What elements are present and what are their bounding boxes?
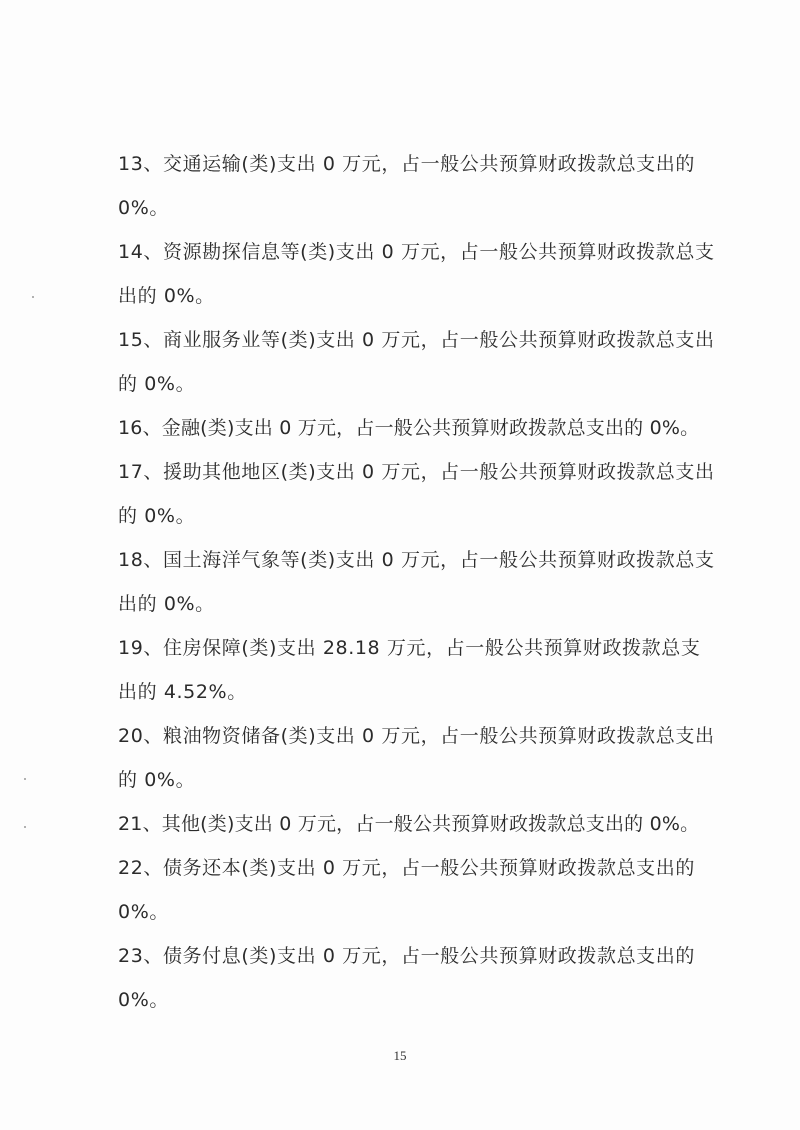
paragraph-item-13: 13、交通运输(类)支出 0 万元，占一般公共预算财政拨款总支出的0%。 — [118, 153, 695, 219]
scan-speck — [24, 778, 26, 780]
paragraph-item-22: 22、债务还本(类)支出 0 万元，占一般公共预算财政拨款总支出的0%。 — [118, 857, 695, 923]
paragraph-item-14: 14、资源勘探信息等(类)支出 0 万元，占一般公共预算财政拨款总支出的 0%。 — [118, 241, 715, 307]
scan-speck — [32, 296, 34, 298]
paragraph-item-15: 15、商业服务业等(类)支出 0 万元，占一般公共预算财政拨款总支出的 0%。 — [118, 329, 715, 395]
document-body — [118, 142, 718, 1022]
paragraph-item-21: 21、其他(类)支出 0 万元，占一般公共预算财政拨款总支出的 0%。 — [118, 813, 700, 835]
paragraph-item-17: 17、援助其他地区(类)支出 0 万元，占一般公共预算财政拨款总支出的 0%。 — [118, 461, 715, 527]
paragraph-item-19: 19、住房保障(类)支出 28.18 万元，占一般公共预算财政拨款总支出的 4.52%。 — [118, 637, 701, 703]
paragraph-item-18: 18、国土海洋气象等(类)支出 0 万元，占一般公共预算财政拨款总支出的 0%。 — [118, 549, 715, 615]
paragraph-item-23: 23、债务付息(类)支出 0 万元，占一般公共预算财政拨款总支出的0%。 — [118, 945, 695, 1011]
paragraph-item-16: 16、金融(类)支出 0 万元，占一般公共预算财政拨款总支出的 0%。 — [118, 417, 700, 439]
paragraph-item-20: 20、粮油物资储备(类)支出 0 万元，占一般公共预算财政拨款总支出的 0%。 — [118, 725, 715, 791]
page-number: 15 — [393, 1048, 407, 1063]
scan-speck — [24, 826, 26, 828]
